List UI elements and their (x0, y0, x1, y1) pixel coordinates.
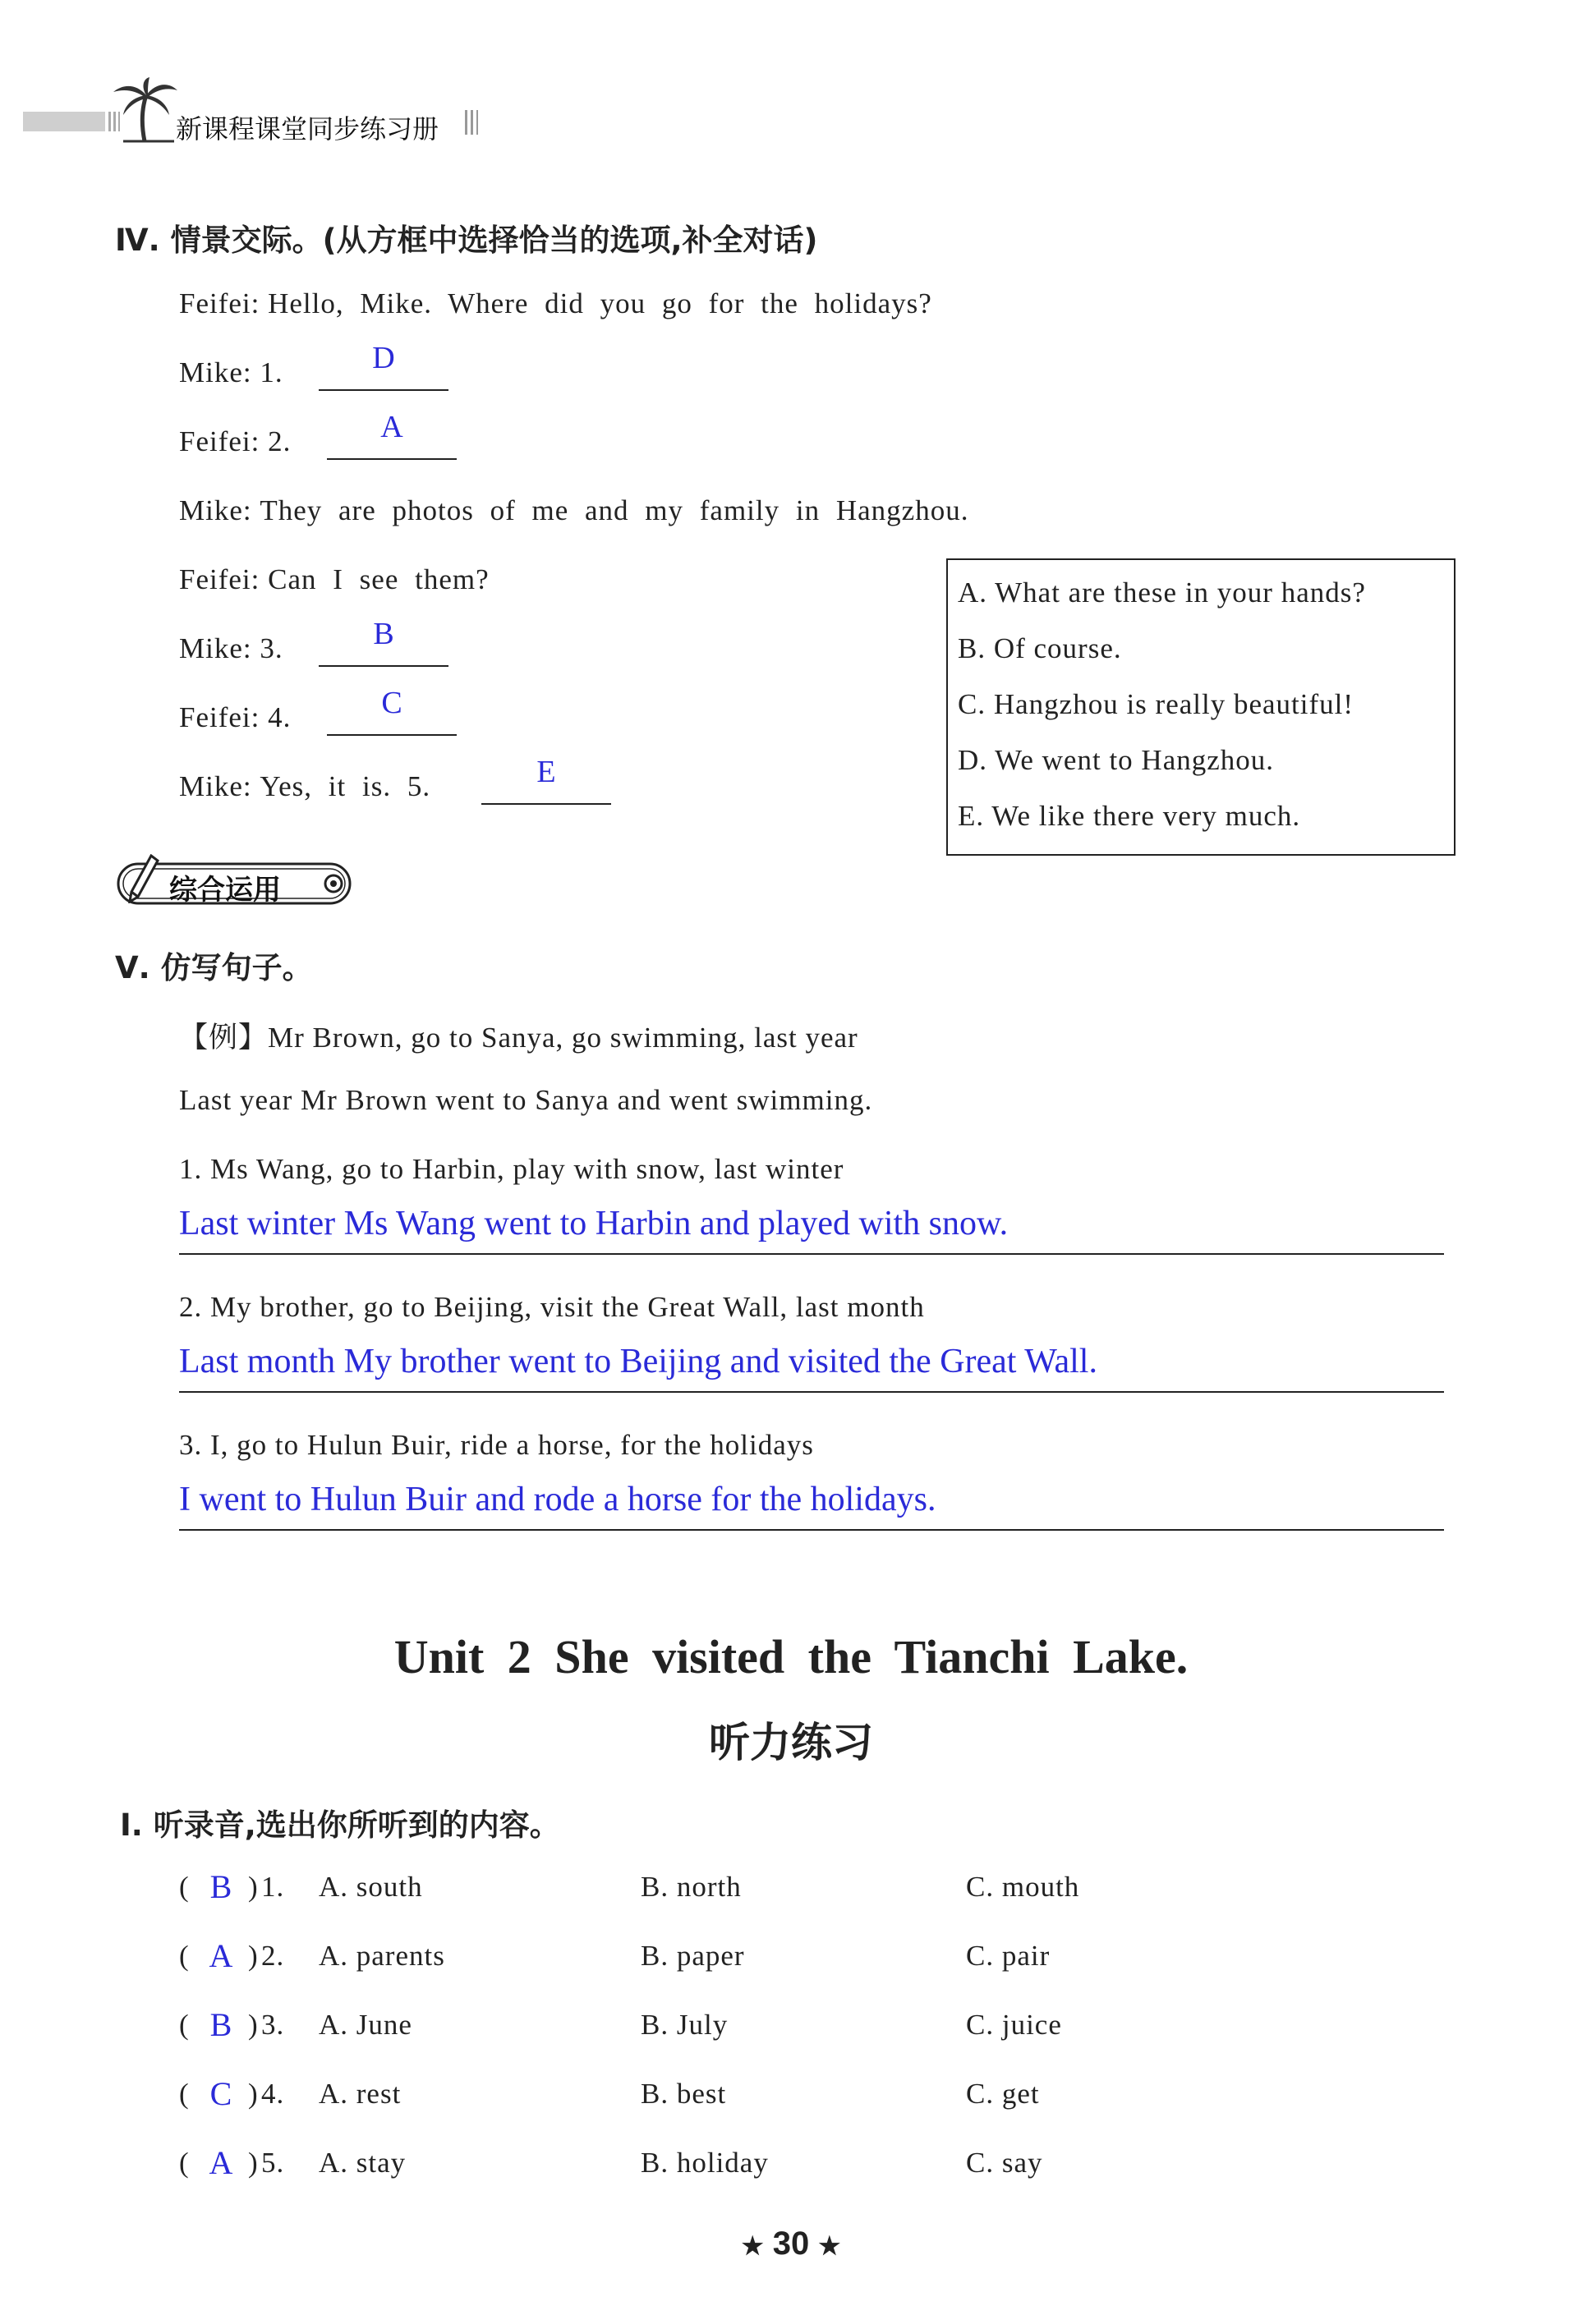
answer-line-2[interactable] (179, 1391, 1444, 1393)
pencil-icon (126, 854, 159, 903)
answer-blank-4[interactable] (327, 734, 457, 736)
choice-a[interactable]: A. June (319, 2009, 412, 2041)
close-paren: ) (248, 1940, 258, 1972)
open-paren: ( (179, 1871, 189, 1903)
close-paren: ) (248, 2078, 258, 2110)
example-prompt: 【例】Mr Brown, go to Sanya, go swimming, last year (179, 1022, 858, 1054)
answer-letter: C (209, 2075, 232, 2112)
page-number (0, 2225, 1582, 2262)
open-paren: ( (179, 2009, 189, 2041)
option-b: B. Of course. (958, 632, 1122, 664)
choice-b[interactable]: B. July (641, 2009, 729, 2041)
choice-b[interactable]: B. best (641, 2078, 727, 2110)
item-1-prompt: 1. Ms Wang, go to Harbin, play with snow, last winter (179, 1153, 844, 1185)
answer-letter: A (209, 2144, 233, 2181)
choice-a[interactable]: A. parents (319, 1940, 445, 1972)
close-paren: ) (248, 2009, 258, 2041)
line-text: Can I see them? (268, 563, 490, 595)
answer-blank-2[interactable] (327, 458, 457, 460)
dialog-line-6 (179, 632, 283, 665)
section-tag (115, 857, 356, 910)
option-e: E. We like there very much. (958, 800, 1301, 832)
answer-letter: B (209, 2006, 232, 2043)
dialog-line-7 (179, 701, 291, 734)
title-end-bars (465, 110, 478, 135)
open-paren: ( (179, 1940, 189, 1972)
choice-b[interactable]: B. holiday (641, 2147, 769, 2179)
choice-c[interactable]: C. say (966, 2147, 1043, 2179)
answer-blank-3[interactable] (319, 665, 448, 667)
answer-letter: B (209, 1868, 232, 1905)
line-text: Yes, it is. 5. (260, 770, 431, 802)
open-paren: ( (179, 2078, 189, 2110)
item-num: 4. (261, 2078, 285, 2110)
star-icon: ★ (818, 2233, 841, 2260)
example-answer: Last year Mr Brown went to Sanya and went swimming. (179, 1084, 873, 1116)
close-paren: ) (248, 1871, 258, 1903)
speaker: Feifei: (179, 287, 260, 319)
options-box (946, 558, 1456, 856)
dialog-line-4 (179, 494, 968, 527)
open-paren: ( (179, 2147, 189, 2179)
answer-2: A (380, 410, 403, 444)
speaker: Mike: (179, 632, 252, 664)
item-3-prompt: 3. I, go to Hulun Buir, ride a horse, for the holidays (179, 1429, 814, 1461)
page-number-text: 30 (772, 2225, 810, 2262)
answer-line-3[interactable] (179, 1529, 1444, 1531)
choice-a[interactable]: A. south (319, 1871, 423, 1903)
dialog-line-1 (179, 287, 932, 320)
line-text: 4. (268, 701, 292, 733)
listening-item-3 (179, 2005, 1411, 2046)
answer-letter: A (209, 1937, 233, 1974)
listening-item-5 (179, 2143, 1411, 2184)
section4-heading: Ⅳ. 情景交际。(从方框中选择恰当的选项,补全对话) (115, 223, 818, 258)
line-text: Hello, Mike. Where did you go for the holidays? (268, 287, 932, 319)
dialog-line-2 (179, 356, 283, 389)
line-text: 2. (268, 425, 292, 457)
speaker: Feifei: (179, 701, 260, 733)
choice-b[interactable]: B. north (641, 1871, 742, 1903)
answer-blank-1[interactable] (319, 389, 448, 391)
listening-item-2 (179, 1936, 1411, 1977)
answer-3: B (373, 617, 394, 651)
choice-a[interactable]: A. rest (319, 2078, 402, 2110)
line-text: They are photos of me and my family in Hangzhou. (260, 494, 969, 526)
star-icon: ★ (741, 2233, 764, 2260)
section5-heading: Ⅴ. 仿写句子。 (115, 950, 313, 985)
speaker: Mike: (179, 356, 252, 388)
line-text: 3. (260, 632, 283, 664)
choice-c[interactable]: C. mouth (966, 1871, 1080, 1903)
item-2-answer: Last month My brother went to Beijing and visited the Great Wall. (179, 1343, 1097, 1380)
section1-heading: Ⅰ. 听录音,选出你所听到的内容。 (120, 1807, 560, 1843)
speaker: Feifei: (179, 425, 260, 457)
speaker: Feifei: (179, 563, 260, 595)
item-2-prompt: 2. My brother, go to Beijing, visit the Great Wall, last month (179, 1291, 925, 1323)
unit-title: Unit 2 She visited the Tianchi Lake. (393, 1630, 1189, 1683)
listening-item-1 (179, 1867, 1411, 1908)
item-num: 5. (261, 2147, 285, 2179)
dialog-line-3 (179, 425, 291, 458)
item-3-answer: I went to Hulun Buir and rode a horse for the holidays. (179, 1481, 936, 1518)
choice-a[interactable]: A. stay (319, 2147, 407, 2179)
answer-blank-5[interactable] (481, 803, 611, 805)
unit-subtitle: 听力练习 (709, 1719, 873, 1766)
dialog-line-8 (179, 770, 430, 803)
palm-tree-icon (108, 77, 179, 143)
header-bar (23, 112, 105, 131)
choice-c[interactable]: C. pair (966, 1940, 1051, 1972)
dialog-line-5 (179, 563, 490, 596)
speaker: Mike: (179, 494, 252, 526)
answer-line-1[interactable] (179, 1253, 1444, 1255)
answer-1: D (372, 341, 395, 375)
item-num: 3. (261, 2009, 285, 2041)
speaker: Mike: (179, 770, 252, 802)
close-paren: ) (248, 2147, 258, 2179)
line-text: 1. (260, 356, 283, 388)
section-tag-label: 综合运用 (169, 874, 281, 907)
answer-4: C (381, 686, 402, 720)
choice-b[interactable]: B. paper (641, 1940, 745, 1972)
option-a: A. What are these in your hands? (958, 576, 1366, 609)
item-num: 2. (261, 1940, 285, 1972)
book-title: 新课程课堂同步练习册 (176, 113, 439, 145)
choice-c[interactable]: C. juice (966, 2009, 1062, 2041)
item-1-answer: Last winter Ms Wang went to Harbin and played with snow. (179, 1205, 1009, 1242)
choice-c[interactable]: C. get (966, 2078, 1040, 2110)
item-num: 1. (261, 1871, 285, 1903)
answer-5: E (536, 755, 556, 789)
option-d: D. We went to Hangzhou. (958, 744, 1275, 776)
page-header (23, 99, 483, 148)
option-c: C. Hangzhou is really beautiful! (958, 688, 1354, 720)
listening-item-4 (179, 2074, 1411, 2115)
